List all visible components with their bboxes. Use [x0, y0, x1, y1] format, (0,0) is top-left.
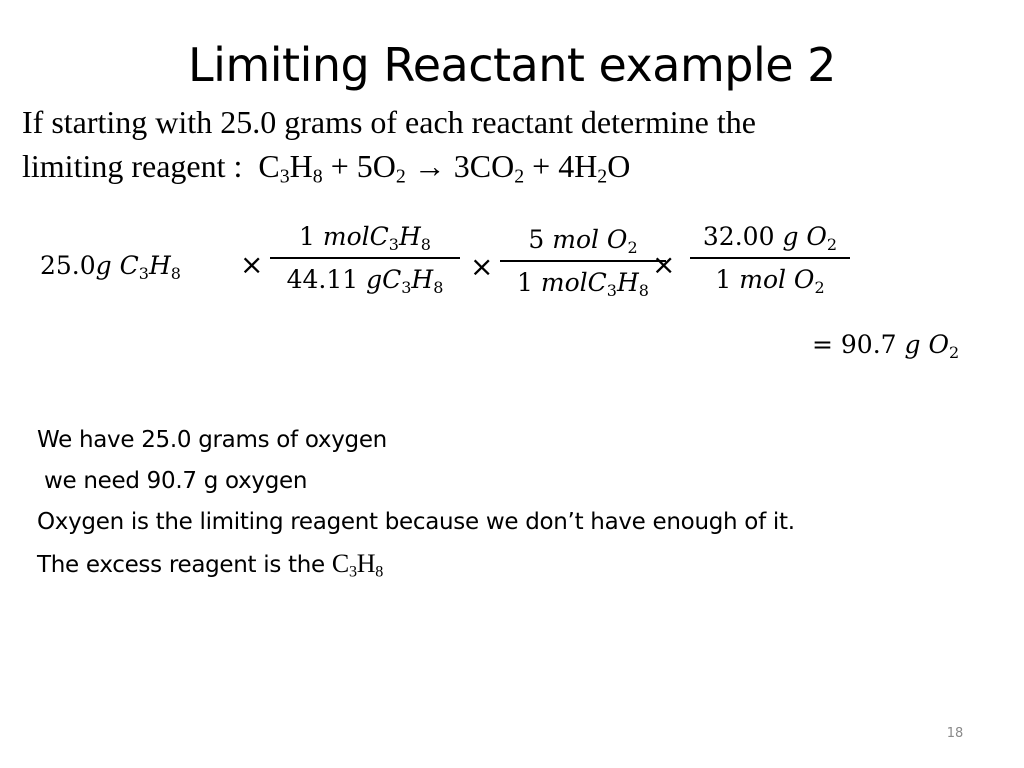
- multiply-sign-2: ×: [470, 250, 494, 283]
- calculation-result: = 90.7 g $O_2$: [812, 330, 960, 362]
- problem-line-2: [22, 144, 1002, 188]
- explanation-line-3: Oxygen is the limiting reagent because we don’t have enough of it.: [37, 509, 795, 535]
- problem-line-1: If starting with 25.0 grams of each reactant determine the: [22, 104, 756, 140]
- fraction-2-numerator: 5 mol $O_2$: [528, 225, 638, 257]
- explanation: [37, 420, 997, 586]
- explanation-line-2: we need 90.7 g oxygen: [37, 468, 308, 494]
- starting-mass: 25.0g $C_3H_8$: [40, 251, 181, 283]
- explanation-line-4: The excess reagent is the $C_3H_8$: [37, 549, 383, 581]
- fraction-1-numerator: 1 $molC_3H_8$: [299, 222, 431, 254]
- balanced-equation: $C_3H_8 + 5O_2 \to 3CO_2 + 4H_2O$: [258, 148, 631, 188]
- excess-reagent-formula: $C_3H_8$: [331, 549, 383, 581]
- mole-ratio-fraction: [500, 225, 666, 300]
- multiply-sign-3: ×: [652, 248, 676, 281]
- page-number: 18: [946, 726, 964, 741]
- multiply-sign-1: ×: [240, 248, 264, 281]
- fraction-3-denominator: 1 mol $O_2$: [715, 265, 825, 297]
- explanation-line-1: We have 25.0 grams of oxygen: [37, 427, 387, 453]
- oxygen-molar-mass-fraction: [690, 222, 850, 297]
- molar-mass-fraction: [270, 222, 460, 297]
- problem-statement: [22, 100, 1002, 188]
- fraction-2-denominator: 1 $molC_3H_8$: [517, 268, 649, 300]
- slide-title: Limiting Reactant example 2: [188, 38, 836, 92]
- fraction-3-numerator: 32.00 g $O_2$: [702, 222, 838, 254]
- problem-line-2-lead: limiting reagent :: [22, 148, 243, 184]
- fraction-1-denominator: 44.11 $gC_3H_8$: [286, 265, 444, 297]
